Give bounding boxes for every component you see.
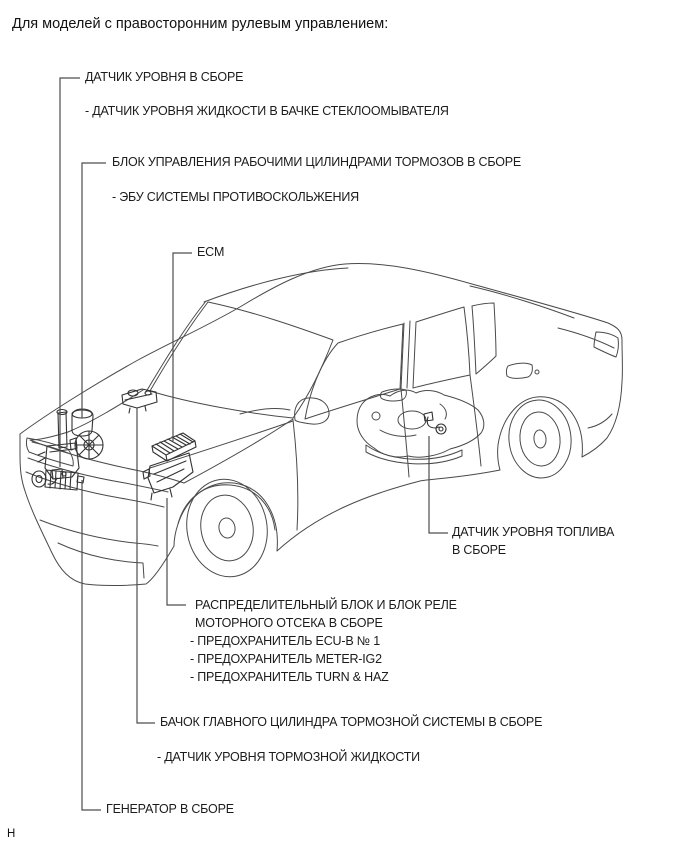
label-washer-level-sensor-sub: - ДАТЧИК УРОВНЯ ЖИДКОСТИ В БАЧКЕ СТЕКЛООМЫВАТЕЛЯ (85, 104, 449, 118)
callout-line-fuel-level-sensor (429, 436, 448, 533)
fuel-sender-drawing (424, 412, 446, 434)
callout-line-washer-level-sensor (60, 78, 80, 467)
relay-block-drawing (143, 453, 193, 500)
callout-line-relay-block (167, 498, 186, 605)
label-relay-block-fuse-ecub: - ПРЕДОХРАНИТЕЛЬ ECU-B № 1 (190, 634, 380, 648)
label-generator: ГЕНЕРАТОР В СБОРЕ (106, 802, 234, 816)
label-fuel-level-sensor-line1: ДАТЧИК УРОВНЯ ТОПЛИВА (452, 525, 615, 539)
label-brake-actuator-sub: - ЭБУ СИСТЕМЫ ПРОТИВОСКОЛЬЖЕНИЯ (112, 190, 359, 204)
callout-line-ecm (173, 253, 192, 441)
label-brake-master-reservoir: БАЧОК ГЛАВНОГО ЦИЛИНДРА ТОРМОЗНОЙ СИСТЕМЫ В СБОРЕ (160, 715, 543, 729)
callout-line-generator (82, 480, 101, 810)
label-brake-actuator: БЛОК УПРАВЛЕНИЯ РАБОЧИМИ ЦИЛИНДРАМИ ТОРМОЗОВ В СБОРЕ (112, 155, 522, 169)
label-ecm: ECM (197, 245, 225, 259)
label-fuel-level-sensor-line2: В СБОРЕ (452, 543, 506, 557)
generator-drawing (32, 470, 84, 490)
rear-door-handle (506, 363, 532, 378)
front-wheel (178, 473, 275, 583)
callout-line-brake-actuator (82, 163, 106, 418)
label-brake-master-reservoir-sub: - ДАТЧИК УРОВНЯ ТОРМОЗНОЙ ЖИДКОСТИ (157, 750, 420, 764)
brake-actuator-drawing (70, 409, 103, 459)
page-header: Для моделей с правосторонним рулевым управлением: (12, 16, 389, 32)
windshield (150, 302, 333, 418)
label-washer-level-sensor: ДАТЧИК УРОВНЯ В СБОРЕ (85, 70, 244, 84)
label-relay-block-fuse-turn-haz: - ПРЕДОХРАНИТЕЛЬ TURN & HAZ (190, 670, 389, 684)
label-relay-block-line2: МОТОРНОГО ОТСЕКА В СБОРЕ (195, 616, 383, 630)
page-corner-mark: Н (7, 828, 16, 840)
side-mirror (295, 398, 330, 424)
label-relay-block-line1: РАСПРЕДЕЛИТЕЛЬНЫЙ БЛОК И БЛОК РЕЛЕ (195, 598, 457, 612)
fuel-tank-drawing (357, 390, 484, 464)
label-relay-block-fuse-meter-ig2: - ПРЕДОХРАНИТЕЛЬ METER-IG2 (190, 652, 382, 666)
callout-line-brake-master-reservoir (137, 408, 155, 723)
rear-wheel (505, 397, 575, 481)
